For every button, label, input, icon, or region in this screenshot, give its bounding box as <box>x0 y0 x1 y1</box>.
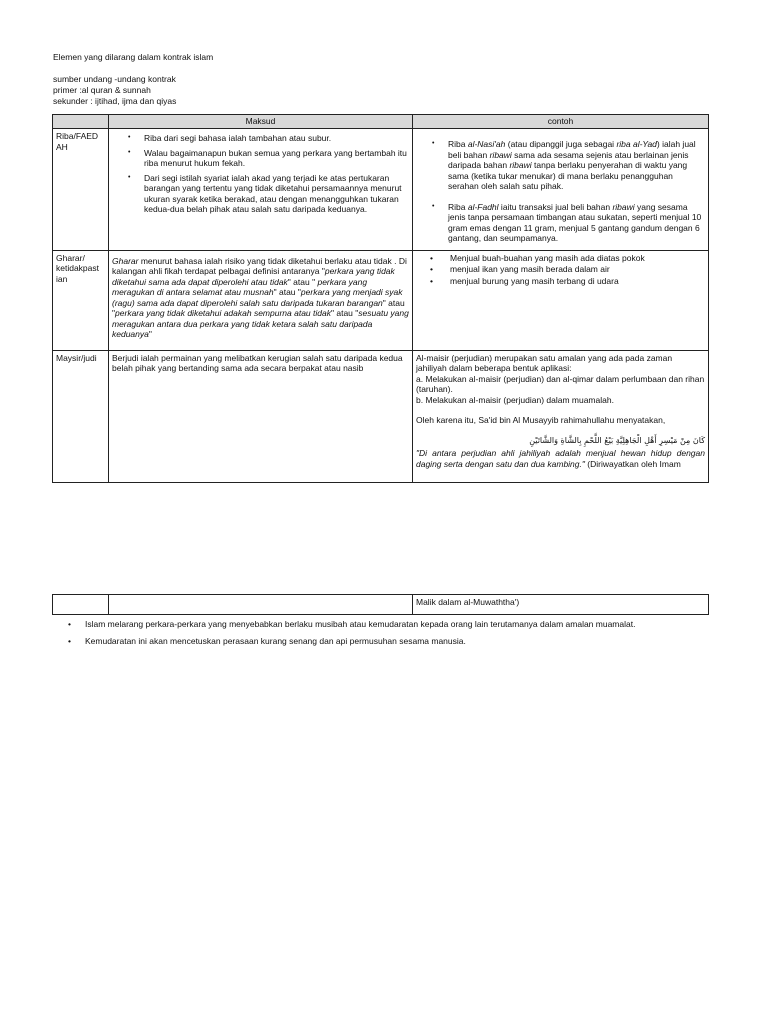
secondary-line: sekunder : ijtihad, ijma dan qiyas <box>53 96 177 106</box>
list-item: • Riba al-Nasi'ah (atau dipanggil juga sebagai riba al-Yad) ialah jual beli bahan ribawi sama ada sesama sejenis atau berlainan jenis daripada bahan ribawi tanpa berlaku penyerahan di waktu yang sama (ketika tukar menukar) di mana berlaku penangguhan serahan oleh salah satu pihak. <box>416 139 705 192</box>
sources-line: sumber undang -undang kontrak <box>53 74 176 84</box>
page-title: Elemen yang dilarang dalam kontrak islam <box>53 52 214 62</box>
continuation-text: Malik dalam al-Muwaththa') <box>413 595 709 615</box>
list-item: • menjual ikan yang masih berada dalam air <box>416 264 705 275</box>
maysir-contoh: Al-maisir (perjudian) merupakan satu amalan yang ada pada zaman jahiliyah dalam beberapa bentuk aplikasi: a. Melakukan al-maisir (perjudian) dan al-qimar dalam perlumbaan dan rihan (taruhan). b. Melakukan al-maisir (perjudian) dalam muamalah. Oleh karena itu, Sa'id bin Al Musayyib rahimahullahu menyatakan, كَانَ مِنْ مَيْسِرِ أَهْلِ الْجَاهِلِيَّةِ بَيْعُ اللَّحْمِ بِالشَّاةِ وَالشَّاتَيْنِ "Di antara perjudian ahli jahiliyah adalah menjual hewan hidup dengan daging serta dengan satu dan dua kambing." (Diriwayatkan oleh Imam <box>413 350 709 482</box>
gharar-contoh <box>413 250 709 350</box>
table-header-row <box>53 115 709 129</box>
list-item: • menjual burung yang masih terbang di udara <box>416 276 705 287</box>
continuation-table <box>52 594 709 615</box>
elements-table <box>52 114 709 483</box>
gharar-maksud: Gharar menurut bahasa ialah risiko yang tidak diketahui berlaku atau tidak . Di kalangan ahli fikah terdapat pelbagai definisi antaranya "perkara yang tidak diketahui sama ada dapat diperolehi atau tidak" atau " perkara yang meragukan di antara selamat atau musnah" atau "perkara yang menjadi syak (ragu) sama ada dapat diperolehi salah satu daripada tukaran barangan" atau "perkara yang tidak diketahui adakah sempurna atau tidak" atau "sesuatu yang meragukan antara dua perkara yang tidak ketara salah satu daripada keduanya" <box>109 250 413 350</box>
list-item: • Menjual buah-buahan yang masih ada diatas pokok <box>416 253 705 264</box>
gharar-label: Gharar/ ketidakpast ian <box>53 250 109 350</box>
header-maksud: Maksud <box>109 115 413 129</box>
riba-label: Riba/FAED AH <box>53 129 109 251</box>
table-row-maysir <box>53 350 709 482</box>
list-item: • Dari segi istilah syariat ialah akad yang terjadi ke atas pertukaran barangan yang tertentu yang tidak diketahui persamaannya menurut ukuran syarak ketika berakad, atau dengan menangguhkan tukaran kedua-dua belah pihak atau salah satu daripada keduanya. <box>112 173 409 215</box>
list-item: • Walau bagaimanapun bukan semua yang perkara yang bertambah itu riba menurut hukum fekah. <box>112 148 409 169</box>
table-row-riba <box>53 129 709 251</box>
table-row-gharar <box>53 250 709 350</box>
maysir-label: Maysir/judi <box>53 350 109 482</box>
list-item: • Riba dari segi bahasa ialah tambahan atau subur. <box>112 133 409 144</box>
footer-point-1: • Islam melarang perkara-perkara yang menyebabkan berlaku musibah atau kemudaratan kepada orang lain terutamanya dalam amalan muamalat. <box>68 619 636 629</box>
translation-quote: "Di antara perjudian ahli jahiliyah adalah menjual hewan hidup dengan daging serta dengan satu dan dua kambing." (Diriwayatkan oleh Imam <box>416 448 705 469</box>
maysir-maksud: Berjudi ialah permainan yang melibatkan kerugian salah satu daripada kedua belah pihak yang bertanding sama ada secara berpakat atau nasib <box>109 350 413 482</box>
primary-line: primer :al quran & sunnah <box>53 85 151 95</box>
riba-contoh <box>413 129 709 251</box>
table-row <box>53 595 709 615</box>
arabic-quote: كَانَ مِنْ مَيْسِرِ أَهْلِ الْجَاهِلِيَّةِ بَيْعُ اللَّحْمِ بِالشَّاةِ وَالشَّاتَيْنِ <box>529 435 705 445</box>
riba-maksud <box>109 129 413 251</box>
footer-point-2: • Kemudaratan ini akan mencetuskan perasaan kurang senang dan api permusuhan sesama manusia. <box>68 636 466 646</box>
header-contoh: contoh <box>413 115 709 129</box>
header-empty <box>53 115 109 129</box>
list-item: • Riba al-Fadhl iaitu transaksi jual beli bahan ribawi yang sesama jenis tanpa persamaan timbangan atau sukatan, seperti menjual 10 gram emas dengan 11 gram, menjual 5 gantang gandum dengan 6 gantang, dan seumpamanya. <box>416 202 705 244</box>
